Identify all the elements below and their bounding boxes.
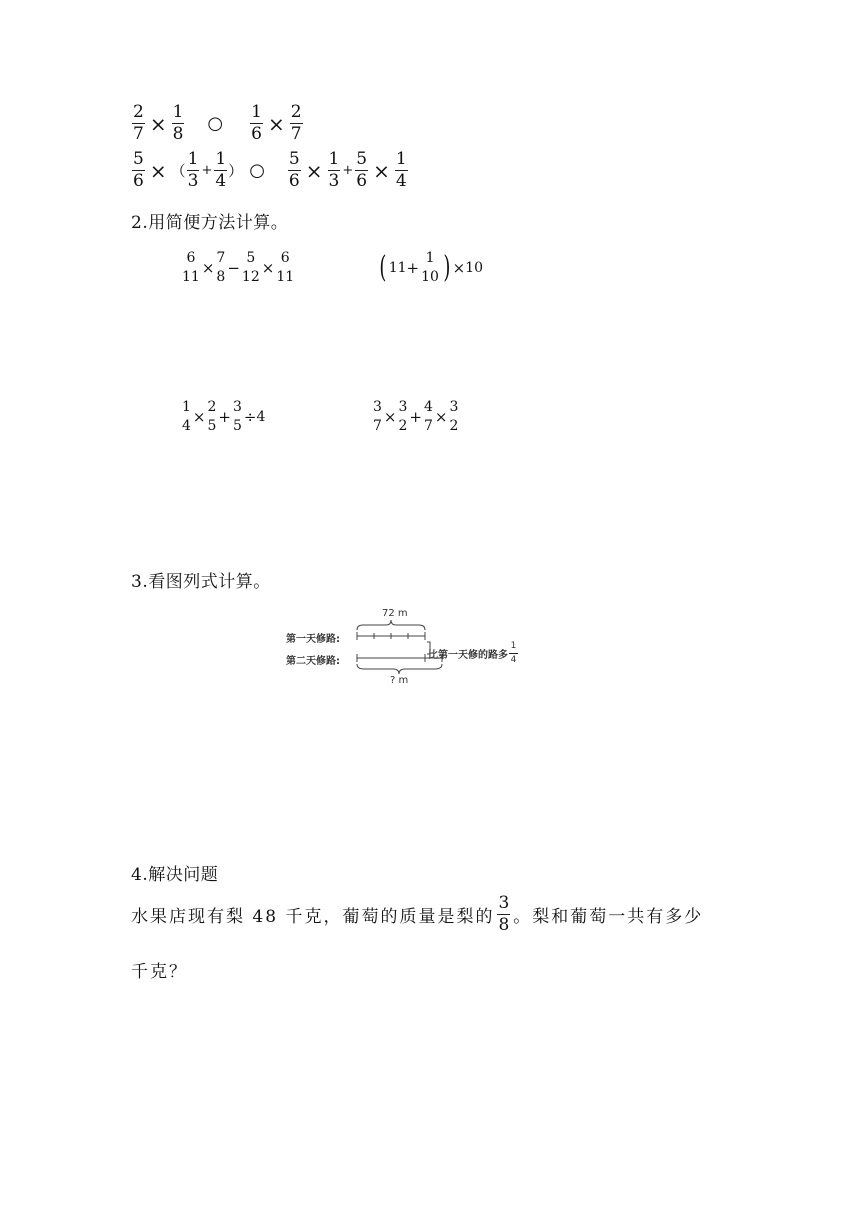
times-sign: × [383, 407, 397, 426]
fraction: $\frac{2}{7}$ [133, 102, 144, 144]
fraction: $\frac{1}{3}$ [328, 149, 340, 191]
fraction: $\frac{1}{3}$ [187, 149, 199, 191]
day1-label: 第一天修路: [286, 634, 340, 645]
note-text: 比第一天修的路多 [428, 650, 508, 661]
plus-sign: + [409, 407, 422, 426]
fraction: $\frac{1}{4}$ [215, 149, 227, 191]
section-2-heading: 2.用简便方法计算。 [131, 213, 289, 233]
plus-sign: + [342, 163, 354, 178]
comparison-note [428, 642, 519, 665]
fraction: 3 2 [449, 399, 459, 434]
fraction: $\frac{1}{6}$ [251, 102, 262, 144]
line-segment-figure [280, 608, 550, 690]
divide-sign: ÷ [243, 407, 257, 426]
times-sign: × [261, 258, 275, 277]
divisor-number: 4 [256, 408, 266, 425]
times-sign: × [267, 111, 285, 136]
fraction: 1 10 [421, 250, 439, 285]
fraction: 1 4 [182, 399, 191, 434]
left-paren: （ [170, 162, 186, 180]
times-sign: × [192, 407, 206, 426]
plus-sign: + [218, 407, 231, 426]
times-sign: × [305, 158, 323, 183]
problem-fraction: $\frac{3}{8}$ [498, 893, 510, 935]
section-3-heading: 3.看图列式计算。 [131, 572, 271, 592]
fraction: 4 7 [424, 399, 433, 434]
fraction: 2 5 [207, 399, 217, 434]
times-sign: × [452, 258, 466, 277]
compare-blank-circle[interactable]: ○ [207, 113, 224, 134]
compare-blank-circle[interactable]: ○ [249, 160, 265, 181]
section-4-heading: 4.解决问题 [131, 865, 219, 885]
right-paren: ) [443, 249, 451, 285]
fraction: $\frac{1}{8}$ [172, 102, 184, 144]
fraction: $\frac{5}{6}$ [288, 149, 300, 191]
times-sign: × [149, 111, 167, 136]
times-sign: × [373, 158, 390, 183]
whole-number: 11 [388, 259, 407, 276]
left-paren: ( [379, 249, 387, 285]
plus-sign: + [201, 163, 213, 178]
fraction: $\frac{1}{4}$ [395, 149, 407, 191]
fraction: 3 2 [398, 399, 408, 434]
bottom-brace [357, 664, 442, 674]
times-sign: × [149, 158, 167, 183]
factor-number: 10 [465, 259, 484, 276]
times-sign: × [434, 407, 448, 426]
top-measure: 72 m [382, 608, 408, 619]
expression-2 [377, 251, 483, 284]
fraction: $\frac{2}{7}$ [290, 102, 302, 144]
fraction: 7 8 [216, 250, 226, 285]
plus-sign: + [406, 258, 420, 277]
expression-1 [180, 251, 296, 284]
right-paren: ） [228, 162, 244, 180]
expression-4 [371, 400, 460, 433]
compare-row-1 [131, 104, 304, 143]
fraction: 5 12 [241, 250, 260, 285]
minus-sign: − [227, 258, 240, 277]
fraction: 6 11 [276, 250, 295, 285]
times-sign: × [201, 258, 215, 277]
fraction: 6 11 [182, 250, 200, 285]
problem-text-1: 水果店现有梨 48 千克，葡萄的质量是梨的 [131, 907, 495, 927]
problem-line-2: 千克？ [131, 962, 188, 982]
problem-text-2: 。梨和葡萄一共有多少 [513, 907, 704, 927]
fraction: 3 7 [373, 399, 382, 434]
problem-line-1 [131, 895, 703, 934]
note-fraction: $\frac{1}{4}$ [510, 641, 517, 665]
day2-label: 第二天修路: [286, 656, 340, 667]
top-brace [357, 620, 425, 630]
compare-row-2 [131, 151, 409, 190]
fraction: 3 5 [233, 399, 242, 434]
expression-3 [180, 400, 265, 433]
fraction: $\frac{5}{6}$ [133, 149, 144, 191]
fraction: $\frac{5}{6}$ [356, 149, 368, 191]
bottom-measure: ? m [390, 675, 409, 686]
